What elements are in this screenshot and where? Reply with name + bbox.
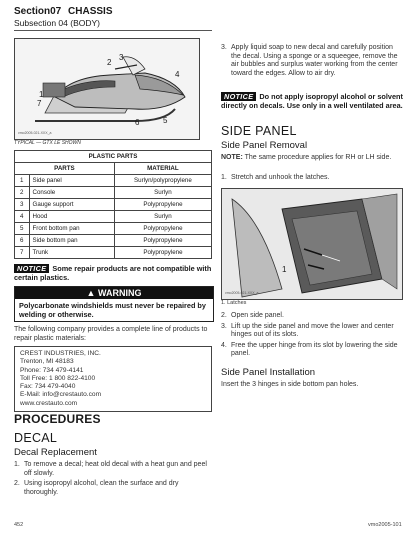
step-text: Apply liquid soap to new decal and carefully position the decal. Using a sponge or a squeegee, remove the air bubbles and surplus water working from the center toward the edges. Allow to air dry.	[231, 44, 398, 77]
side-panel-illustration	[222, 189, 402, 299]
list-item	[221, 44, 401, 78]
section-prefix: Section	[14, 6, 51, 17]
part-material: Surlyn	[114, 187, 211, 199]
row-num: 5	[15, 223, 30, 235]
row-num: 6	[15, 235, 30, 247]
contact-line: Phone: 734 479-4141	[20, 366, 84, 374]
part-name: Hood	[29, 211, 114, 223]
decal-steps-list	[14, 461, 212, 499]
side-panel-heading: SIDE PANEL	[221, 124, 297, 138]
contact-intro: The following company provides a complete line of products to repair plastic materials:	[14, 326, 208, 342]
section-header	[14, 6, 112, 17]
part-material: Surlyn	[114, 211, 211, 223]
step-text: Open side panel.	[231, 312, 284, 319]
side-panel-figure	[221, 188, 403, 300]
contact-box	[14, 346, 212, 412]
plastic-parts-table	[14, 150, 212, 259]
list-item	[221, 323, 403, 340]
table-row	[15, 199, 212, 211]
subsection-header: Subsection 04 (BODY)	[14, 18, 100, 28]
part-material: Polypropylene	[114, 247, 211, 259]
contact-line: Toll Free: 1 800 822-4100	[20, 374, 96, 382]
callout-4: 4	[175, 70, 180, 79]
header-rule	[14, 30, 212, 31]
contact-line: Fax: 734 479-4040	[20, 383, 76, 391]
contact-line: www.crestauto.com	[20, 399, 78, 407]
contact-line: E-Mail: info@crestauto.com	[20, 391, 102, 399]
part-material: Surlyn/polypropylene	[114, 175, 211, 187]
part-name: Gauge support	[29, 199, 114, 211]
figure-caption: TYPICAL — GTX LE SHOWN	[14, 140, 81, 146]
callout-5: 5	[163, 116, 168, 125]
row-num: 1	[15, 175, 30, 187]
col-header-parts: PARTS	[15, 163, 115, 175]
part-name: Side panel	[29, 175, 114, 187]
warning-box	[14, 286, 214, 322]
notice-text: Do not apply isopropyl alcohol or solvent directly on decals. Use only in a well ventilated area.	[221, 92, 403, 110]
step-text: Stretch and unhook the latches.	[231, 174, 330, 181]
warning-header	[15, 287, 213, 299]
procedures-heading: PROCEDURES	[14, 412, 101, 426]
list-item	[221, 342, 403, 359]
step-number: 4.	[221, 341, 227, 349]
row-num: 7	[15, 247, 30, 259]
part-name: Side bottom pan	[29, 235, 114, 247]
step-text: Using isopropyl alcohol, clean the surface and dry thoroughly.	[24, 480, 179, 496]
notice-text: Some repair products are not compatible with certain plastics.	[14, 264, 212, 282]
part-material: Polypropylene	[114, 235, 211, 247]
installation-text: Insert the 3 hinges in side bottom pan holes.	[221, 381, 359, 388]
contact-line: Trenton, MI 48183	[20, 358, 74, 366]
side-panel-installation-heading: Side Panel Installation	[221, 367, 316, 378]
notice-tag: NOTICE	[14, 264, 49, 273]
list-item	[14, 461, 212, 478]
part-name: Trunk	[29, 247, 114, 259]
decal-replacement-heading: Decal Replacement	[14, 447, 97, 458]
step-number: 3.	[221, 44, 227, 51]
removal-steps-list	[221, 174, 403, 185]
table-row	[15, 247, 212, 259]
part-material: Polypropylene	[114, 199, 211, 211]
part-material: Polypropylene	[114, 223, 211, 235]
table-row	[15, 223, 212, 235]
notice-plastics	[14, 264, 212, 282]
table-row	[15, 175, 212, 187]
decal-heading: DECAL	[14, 431, 58, 445]
figure-code: vmo2005-021-XXX_a	[18, 131, 52, 135]
step-number: 2.	[221, 312, 227, 319]
side-panel-note	[221, 154, 403, 163]
figure-legend: 1. Latches	[221, 300, 247, 306]
part-name: Front bottom pan	[29, 223, 114, 235]
row-num: 3	[15, 199, 30, 211]
callout-1: 1	[39, 90, 44, 99]
step-number: 2.	[14, 480, 20, 487]
step-text: Free the upper hinge from its slot by lowering the side panel.	[231, 341, 398, 357]
snowmobile-figure	[14, 38, 200, 140]
step-text: To remove a decal; heat old decal with a heat gun and peel off slowly.	[24, 461, 207, 477]
snowmobile-illustration	[15, 39, 199, 139]
figure-code: vmo2005-021-XXX_a	[225, 291, 259, 295]
step-number: 3.	[221, 322, 227, 330]
notice-tag: NOTICE	[221, 92, 256, 101]
row-num: 2	[15, 187, 30, 199]
table-row	[15, 211, 212, 223]
warning-text: Polycarbonate windshields must never be repaired by welding or otherwise.	[19, 301, 206, 319]
callout-3: 3	[119, 53, 124, 62]
warning-icon: ▲	[86, 288, 96, 298]
list-item	[221, 312, 403, 321]
step-number: 1.	[221, 174, 227, 181]
part-name: Console	[29, 187, 114, 199]
row-num: 4	[15, 211, 30, 223]
step-text: Lift up the side panel and move the lower and center hinges out of its slots.	[231, 322, 394, 338]
section-title: CHASSIS	[68, 6, 113, 17]
callout-latch-1: 1	[282, 265, 287, 274]
list-item	[14, 480, 212, 497]
callout-7: 7	[37, 99, 42, 108]
col-header-material: MATERIAL	[114, 163, 211, 175]
contact-line: CREST INDUSTRIES, INC.	[20, 350, 101, 357]
step-number: 1.	[14, 461, 20, 468]
table-title: PLASTIC PARTS	[15, 151, 212, 163]
callout-2: 2	[107, 58, 112, 67]
note-label: NOTE:	[221, 154, 243, 161]
table-row	[15, 187, 212, 199]
document-code: vmo2005-101	[368, 522, 402, 528]
side-panel-removal-heading: Side Panel Removal	[221, 140, 308, 151]
removal-steps-continued	[221, 312, 403, 361]
table-row	[15, 235, 212, 247]
warning-title: WARNING	[97, 288, 142, 298]
decal-steps-continued	[221, 44, 401, 80]
notice-decals	[221, 92, 403, 110]
page-number: 452	[14, 522, 24, 528]
section-number: 07	[50, 6, 62, 17]
list-item	[221, 174, 403, 183]
callout-6: 6	[135, 118, 140, 127]
note-text: The same procedure applies for RH or LH side.	[244, 154, 392, 161]
